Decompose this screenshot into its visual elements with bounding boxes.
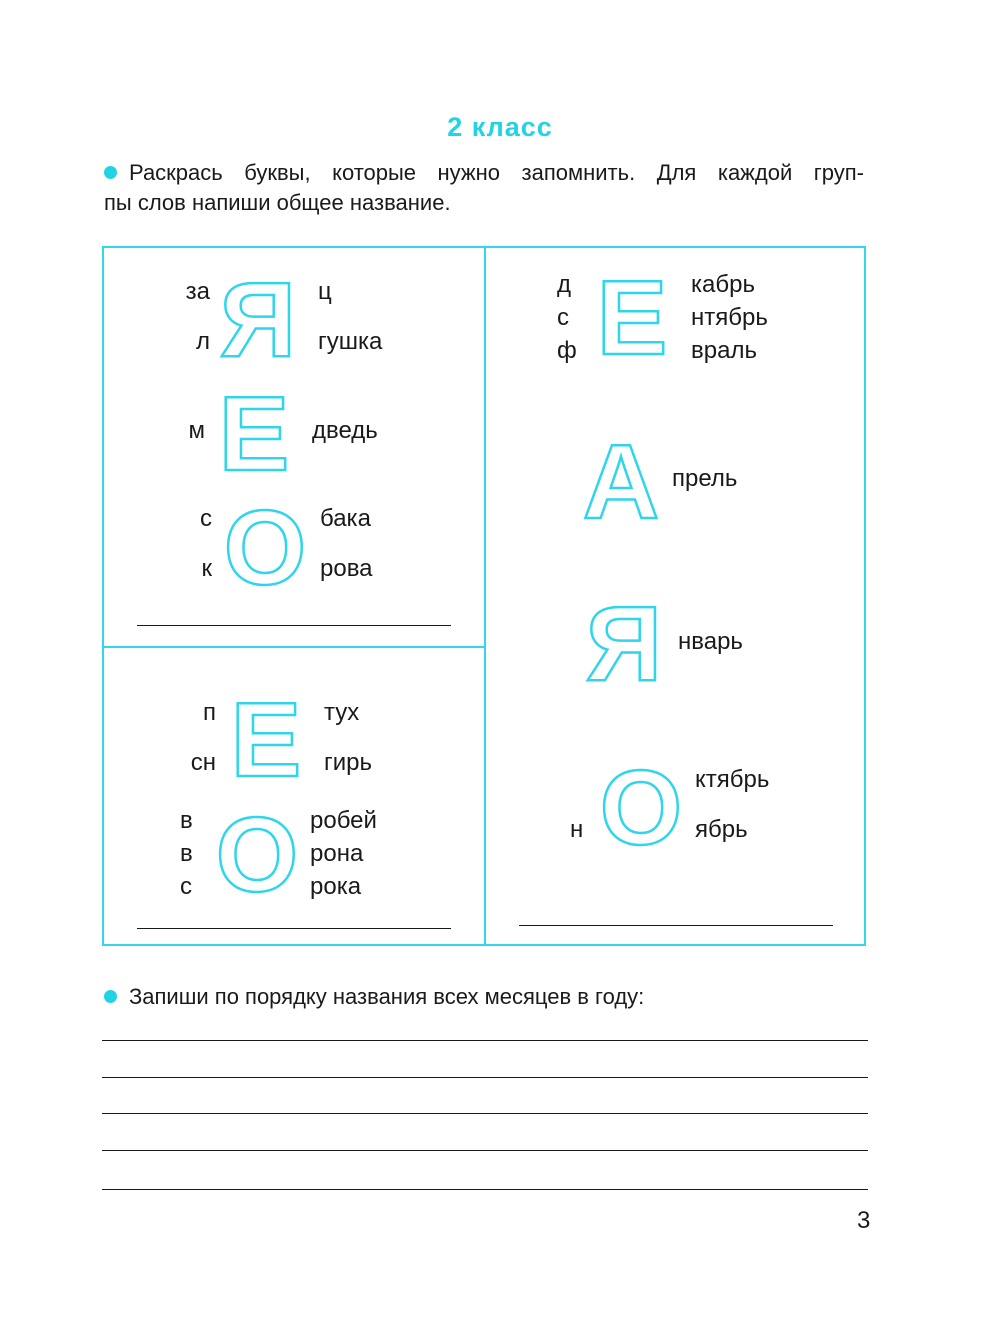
table-divider-vertical — [484, 246, 486, 946]
color-letter-e[interactable] — [230, 681, 302, 799]
word-suffix: нварь — [678, 628, 743, 655]
writing-line[interactable] — [102, 1113, 868, 1114]
writing-line[interactable] — [102, 1077, 868, 1078]
word-suffix: тух — [324, 699, 360, 726]
word-prefix: к — [201, 555, 212, 582]
page-number: 3 — [857, 1207, 871, 1234]
word-suffix: ц — [318, 278, 332, 305]
word-suffix: ябрь — [695, 816, 748, 843]
color-letter-o[interactable] — [214, 796, 300, 914]
word-suffix: бака — [320, 505, 371, 532]
word-prefix: ф — [557, 337, 577, 364]
letter-glyph: Я — [219, 261, 297, 379]
word-prefix: п — [203, 699, 216, 726]
table-divider-horizontal — [102, 646, 486, 648]
word-suffix: враль — [691, 337, 757, 364]
word-prefix: м — [188, 417, 205, 444]
word-suffix: прель — [672, 465, 738, 492]
word-prefix: в — [180, 840, 193, 867]
color-letter-ya[interactable] — [584, 585, 664, 703]
word-prefix: в — [180, 807, 193, 834]
letter-glyph: А — [582, 423, 660, 541]
word-prefix: за — [185, 278, 210, 305]
word-suffix: ктябрь — [695, 766, 770, 793]
instruction-1-line-1: Раскрась буквы, которые нужно запомнить. Для каждой груп- — [129, 160, 864, 185]
answer-line-animals[interactable] — [137, 625, 451, 626]
word-suffix: рока — [310, 873, 362, 900]
letter-glyph: Е — [596, 259, 668, 377]
color-letter-a[interactable] — [580, 423, 662, 541]
letter-glyph: Е — [230, 681, 302, 799]
letter-glyph: О — [215, 796, 299, 914]
color-letter-o[interactable] — [598, 749, 684, 867]
word-prefix: л — [195, 328, 210, 355]
answer-line-months[interactable] — [519, 925, 833, 926]
letter-glyph: О — [599, 749, 683, 867]
word-prefix: с — [180, 873, 192, 900]
page-title: 2 класс — [447, 112, 553, 142]
writing-line[interactable] — [102, 1189, 868, 1190]
instruction-2 — [104, 982, 864, 1012]
letter-glyph: Я — [585, 585, 663, 703]
instruction-1 — [104, 158, 864, 218]
color-letter-ya[interactable] — [218, 261, 298, 379]
bullet-icon — [104, 990, 117, 1003]
bullet-icon — [104, 166, 117, 179]
word-suffix: рона — [310, 840, 364, 867]
word-suffix: дведь — [312, 417, 378, 444]
word-suffix: рова — [320, 555, 373, 582]
word-prefix: д — [557, 271, 572, 298]
color-letter-o[interactable] — [222, 489, 308, 607]
color-letter-e[interactable] — [218, 375, 290, 493]
word-prefix: с — [200, 505, 212, 532]
word-prefix: с — [557, 304, 569, 331]
color-letter-e[interactable] — [596, 259, 668, 377]
word-suffix: кабрь — [691, 271, 755, 298]
writing-line[interactable] — [102, 1150, 868, 1151]
instruction-1-line-2: пы слов напиши общее название. — [104, 190, 451, 215]
word-suffix: нтябрь — [691, 304, 768, 331]
letter-glyph: О — [223, 489, 307, 607]
word-suffix: робей — [310, 807, 377, 834]
answer-line-birds[interactable] — [137, 928, 451, 929]
word-prefix: сн — [190, 749, 216, 776]
word-suffix: гушка — [318, 328, 383, 355]
writing-line[interactable] — [102, 1040, 868, 1041]
letter-glyph: Е — [218, 375, 290, 493]
word-suffix: гирь — [324, 749, 373, 776]
word-prefix: н — [570, 816, 584, 843]
instruction-2-text: Запиши по порядку названия всех месяцев в году: — [129, 984, 645, 1009]
